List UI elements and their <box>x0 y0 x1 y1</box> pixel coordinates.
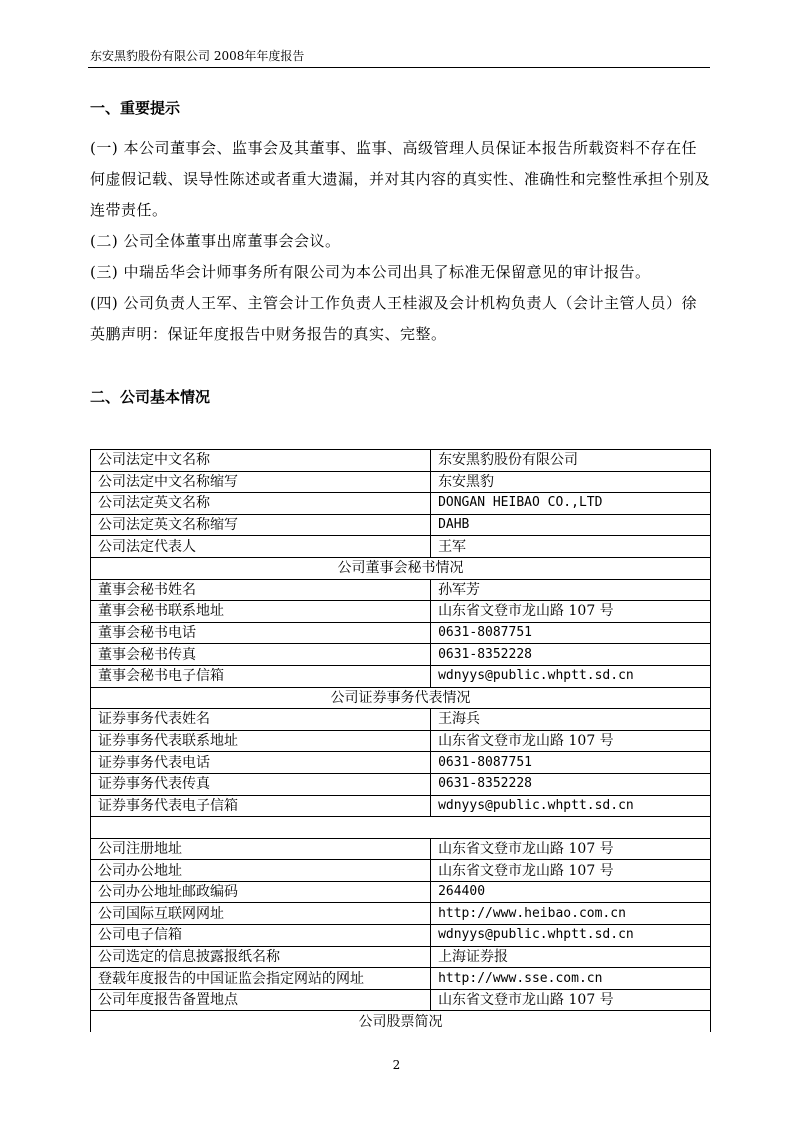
row-label: 登载年度报告的中国证监会指定网站的网址 <box>91 968 431 990</box>
table-subheader-row <box>91 1011 711 1032</box>
row-label: 证券事务代表传真 <box>91 773 431 795</box>
row-value: 山东省文登市龙山路 107 号 <box>431 989 711 1011</box>
table-blank-row <box>91 817 711 839</box>
blank-cell <box>91 817 711 839</box>
row-value: 0631-8352228 <box>431 773 711 795</box>
table-row <box>91 514 711 536</box>
row-label: 证券事务代表电子信箱 <box>91 795 431 817</box>
row-value: 山东省文登市龙山路 107 号 <box>431 838 711 860</box>
row-label: 证券事务代表联系地址 <box>91 730 431 752</box>
row-value: wdnyys@public.whptt.sd.cn <box>431 665 711 687</box>
table-row <box>91 644 711 666</box>
table-row <box>91 881 711 903</box>
row-label: 董事会秘书联系地址 <box>91 601 431 623</box>
table-row <box>91 903 711 925</box>
note-paragraph-2: (二) 公司全体董事出席董事会会议。 <box>90 232 341 250</box>
row-value: 山东省文登市龙山路 107 号 <box>431 730 711 752</box>
table-row <box>91 622 711 644</box>
table-row <box>91 860 711 882</box>
row-value: 王海兵 <box>431 709 711 731</box>
row-label: 公司电子信箱 <box>91 925 431 947</box>
row-label: 公司法定中文名称 <box>91 450 431 472</box>
table-row <box>91 773 711 795</box>
table-row <box>91 946 711 968</box>
row-value: wdnyys@public.whptt.sd.cn <box>431 925 711 947</box>
row-label: 公司办公地址邮政编码 <box>91 881 431 903</box>
note-paragraph-3: (三) 中瑞岳华会计师事务所有限公司为本公司出具了标准无保留意见的审计报告。 <box>90 263 651 281</box>
row-label: 证券事务代表姓名 <box>91 709 431 731</box>
row-value: 上海证券报 <box>431 946 711 968</box>
row-value: wdnyys@public.whptt.sd.cn <box>431 795 711 817</box>
securities-subheader: 公司证券事务代表情况 <box>91 687 711 709</box>
table-row <box>91 925 711 947</box>
row-value: 0631-8087751 <box>431 752 711 774</box>
row-value: 0631-8352228 <box>431 644 711 666</box>
table-row <box>91 579 711 601</box>
row-value: 东安黑豹股份有限公司 <box>431 450 711 472</box>
page-number: 2 <box>392 1058 401 1072</box>
row-value: 王军 <box>431 536 711 558</box>
table-row <box>91 536 711 558</box>
row-label: 证券事务代表电话 <box>91 752 431 774</box>
row-label: 公司法定英文名称缩写 <box>91 514 431 536</box>
table-subheader-row <box>91 687 711 709</box>
row-label: 公司国际互联网网址 <box>91 903 431 925</box>
row-value: 东安黑豹 <box>431 471 711 493</box>
running-header: 东安黑豹股份有限公司 2008年年度报告 <box>90 49 305 63</box>
row-value: 山东省文登市龙山路 107 号 <box>431 860 711 882</box>
section-title-important-notes: 一、重要提示 <box>90 99 181 117</box>
table-row <box>91 968 711 990</box>
row-label: 董事会秘书传真 <box>91 644 431 666</box>
stock-subheader: 公司股票简况 <box>91 1011 711 1032</box>
section-title-company-basics: 二、公司基本情况 <box>90 388 211 406</box>
table-row <box>91 471 711 493</box>
secretary-subheader: 公司董事会秘书情况 <box>91 557 711 579</box>
row-label: 公司办公地址 <box>91 860 431 882</box>
note-paragraph-4: (四) 公司负责人王军、主管会计工作负责人王桂淑及会计机构负责人（会计主管人员）徐英鹏声明：保证年度报告中财务报告的真实、完整。 <box>90 294 697 343</box>
table-subheader-row <box>91 557 711 579</box>
header-rule <box>88 67 710 68</box>
table-row <box>91 752 711 774</box>
row-label: 公司选定的信息披露报纸名称 <box>91 946 431 968</box>
row-label: 公司法定英文名称 <box>91 493 431 515</box>
important-notes <box>90 133 710 350</box>
table-row <box>91 450 711 472</box>
row-label: 董事会秘书姓名 <box>91 579 431 601</box>
table-row <box>91 493 711 515</box>
row-value: 山东省文登市龙山路 107 号 <box>431 601 711 623</box>
row-label: 公司法定代表人 <box>91 536 431 558</box>
note-paragraph-1: (一) 本公司董事会、监事会及其董事、监事、高级管理人员保证本报告所载资料不存在任何虚假记载、误导性陈述或者重大遗漏，并对其内容的真实性、准确性和完整性承担个别及连带责任。 <box>90 139 711 219</box>
row-label: 公司年度报告备置地点 <box>91 989 431 1011</box>
row-label: 董事会秘书电话 <box>91 622 431 644</box>
table-row <box>91 730 711 752</box>
row-value: http://www.heibao.com.cn <box>431 903 711 925</box>
row-value: DAHB <box>431 514 711 536</box>
row-value: http://www.sse.com.cn <box>431 968 711 990</box>
table-row <box>91 989 711 1011</box>
row-value: 264400 <box>431 881 711 903</box>
row-value: DONGAN HEIBAO CO.,LTD <box>431 493 711 515</box>
row-value: 孙军芳 <box>431 579 711 601</box>
table-row <box>91 709 711 731</box>
table-row <box>91 838 711 860</box>
table-row <box>91 665 711 687</box>
row-label: 公司法定中文名称缩写 <box>91 471 431 493</box>
row-label: 公司注册地址 <box>91 838 431 860</box>
row-value: 0631-8087751 <box>431 622 711 644</box>
table-row <box>91 795 711 817</box>
table-row <box>91 601 711 623</box>
row-label: 董事会秘书电子信箱 <box>91 665 431 687</box>
company-info-table <box>90 449 711 1032</box>
